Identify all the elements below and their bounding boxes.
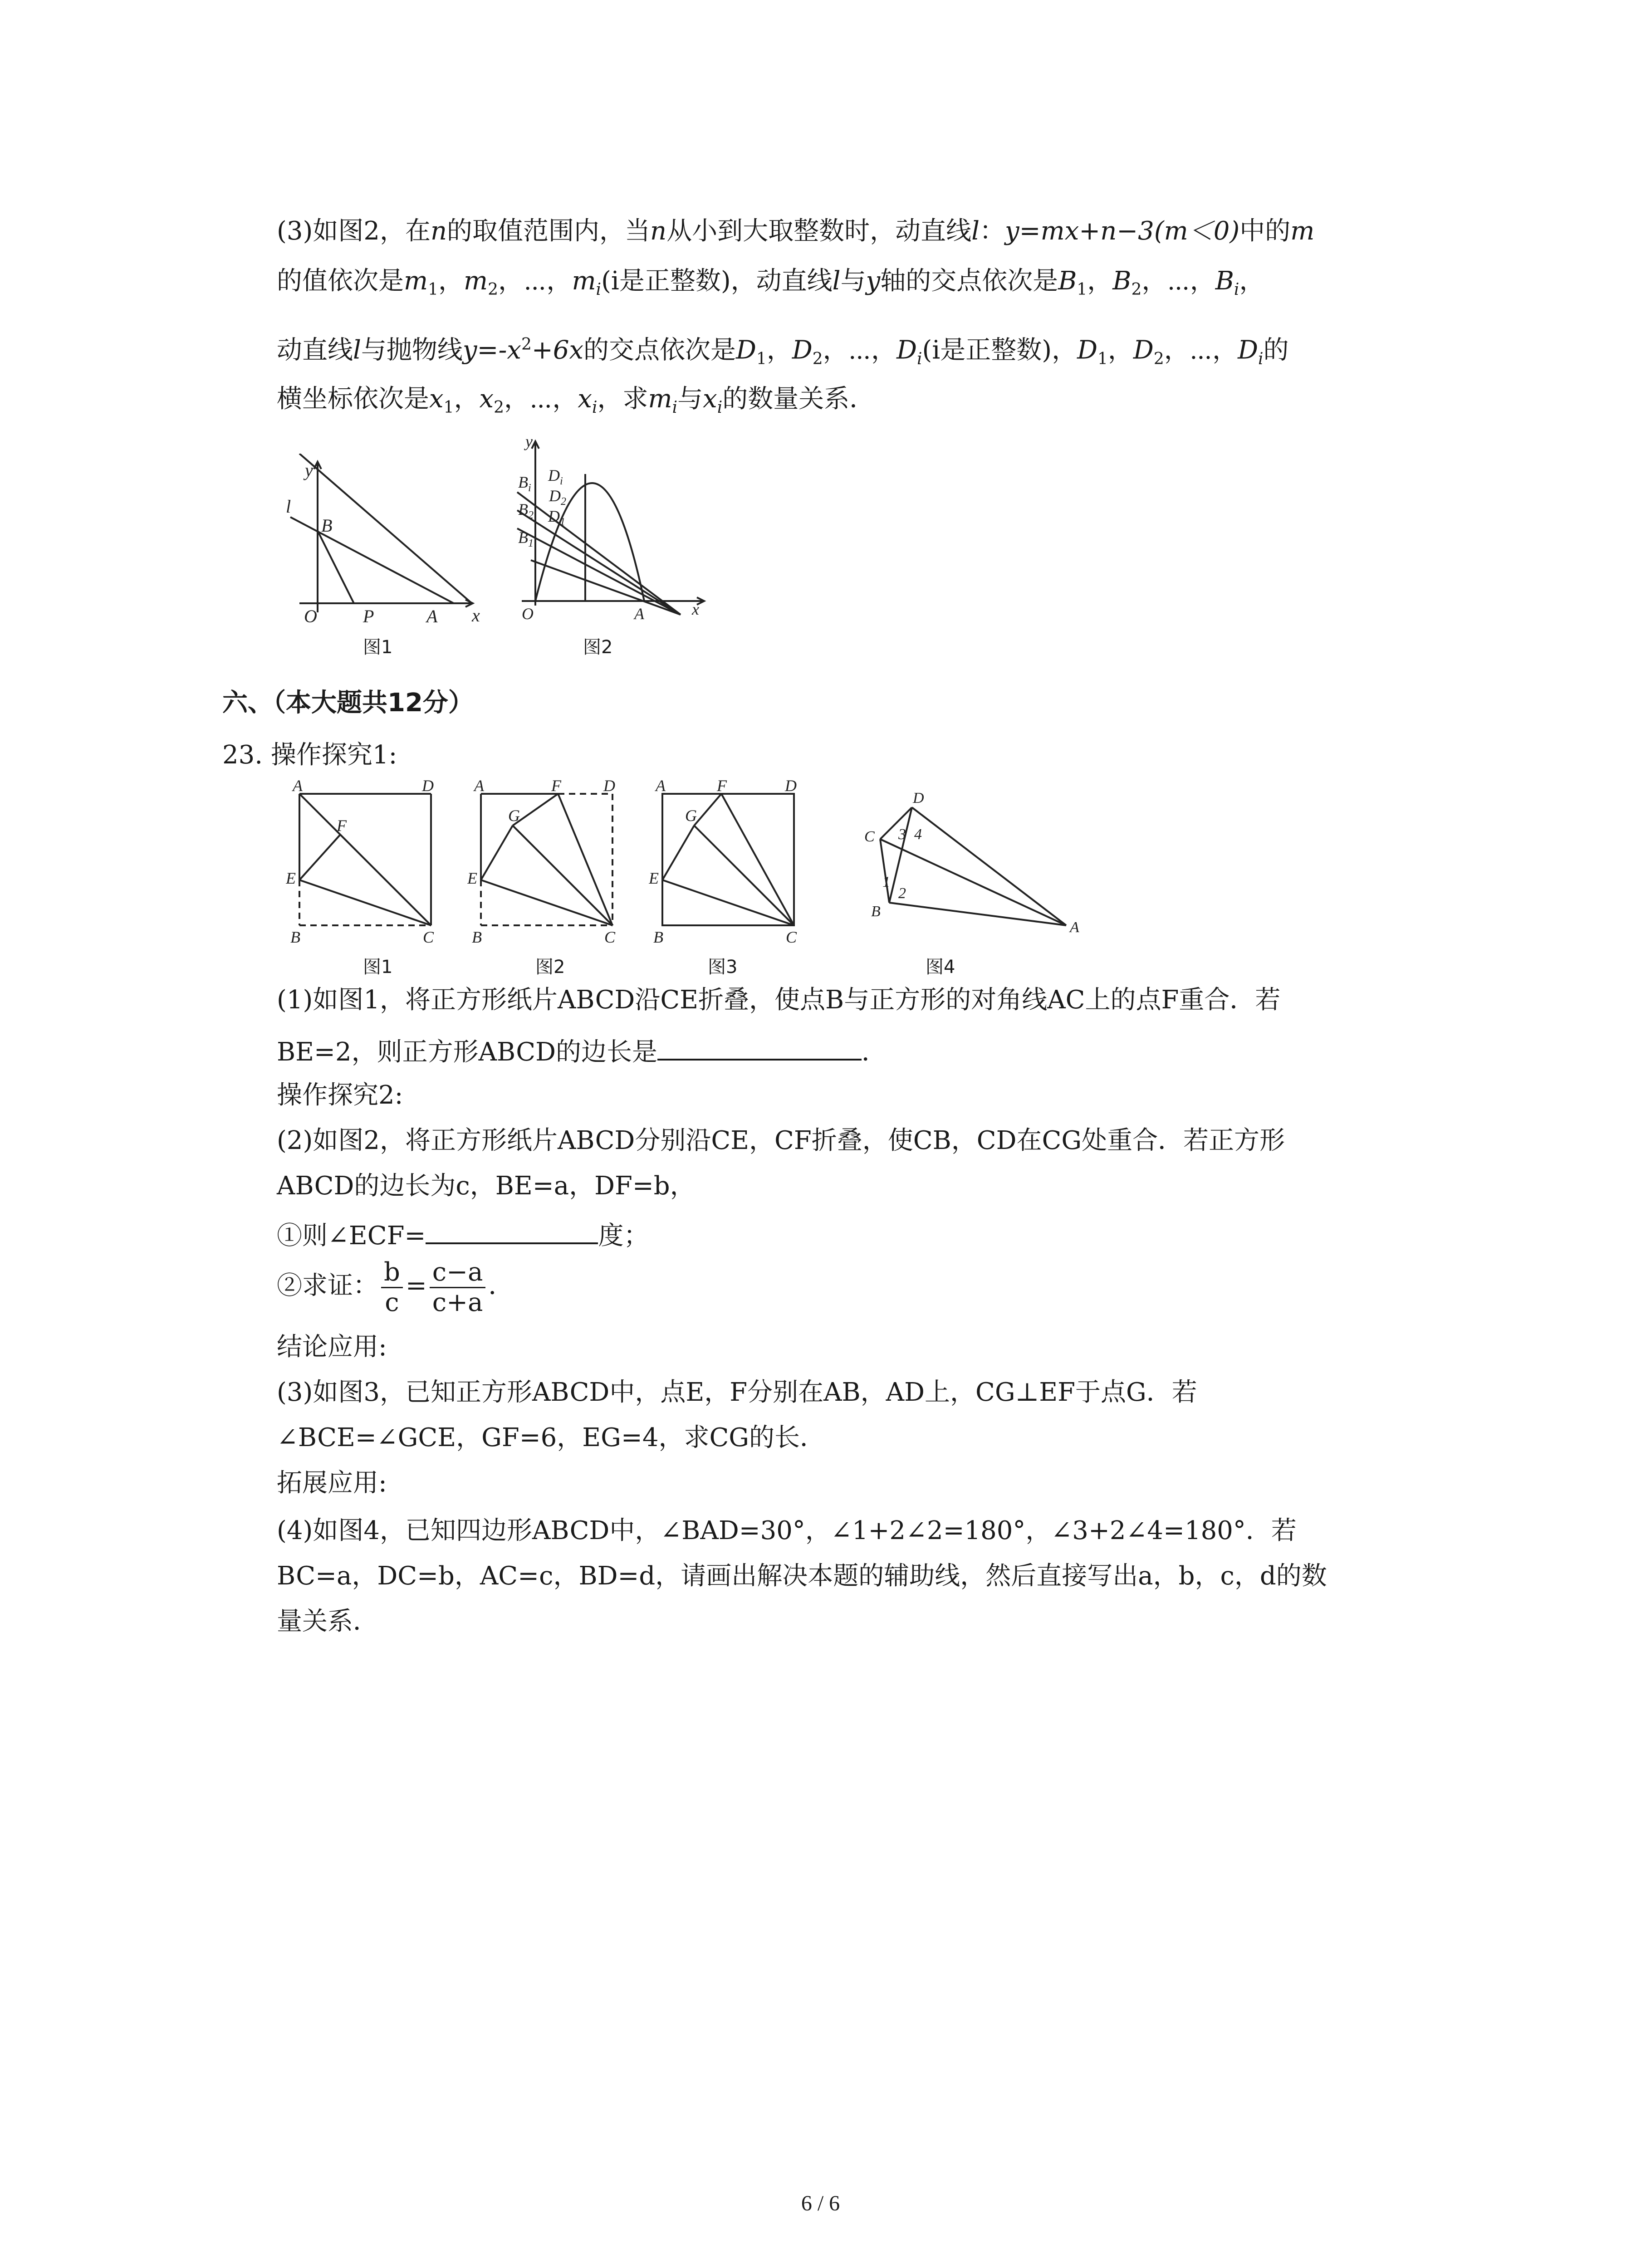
q23-p2-i	[277, 1213, 649, 1254]
q23-figure-2	[467, 780, 631, 943]
q22-figure-1	[272, 454, 490, 626]
equation: y=mx+n−3(m＜0)	[1005, 216, 1240, 246]
text: 的数量关系．	[722, 384, 875, 414]
q23-figure-1	[286, 780, 449, 943]
svg-text:D2: $D_2$	[549, 487, 566, 508]
svg-text:D: D	[913, 790, 924, 807]
var-y: y	[866, 266, 881, 296]
svg-text:C: C	[423, 928, 434, 943]
svg-text:B: B	[653, 928, 663, 943]
svg-text:C: C	[864, 828, 875, 845]
q23-explore2: 操作探究2:	[277, 1080, 403, 1110]
q23-p1-line2	[277, 1030, 887, 1070]
text: BE=2，则正方形ABCD的边长是	[277, 1037, 657, 1067]
svg-text:E: E	[467, 869, 477, 887]
svg-text:F: F	[717, 780, 727, 795]
svg-text:y: y	[305, 460, 313, 480]
svg-text:A: A	[656, 780, 666, 795]
text: 与抛物线	[361, 335, 463, 365]
svg-text:D: D	[422, 780, 434, 795]
svg-text:F: F	[551, 780, 561, 795]
svg-text:F: F	[337, 816, 347, 835]
q23-p4-line1: (4)如图4，已知四边形ABCD中，∠BAD=30°，∠1+2∠2=180°，∠3+2∠4=180°．若	[277, 1516, 1297, 1545]
q23-p3-line1: (3)如图3，已知正方形ABCD中，点E，F分别在AB，AD上，CG⊥EF于点G．若	[277, 1378, 1197, 1407]
svg-text:x: x	[472, 605, 480, 626]
q23-p4-line3: 量关系．	[277, 1607, 378, 1636]
q23-figure-3	[649, 780, 812, 943]
svg-text:G: G	[508, 807, 520, 825]
text: 中的	[1239, 216, 1291, 246]
line-l	[290, 517, 454, 603]
var-m: m	[1290, 216, 1315, 246]
svg-text:Di: $D_i$	[548, 466, 563, 487]
q22-line-1	[277, 213, 1314, 249]
text: 轴的交点依次是	[880, 266, 1058, 296]
text: ，求	[597, 384, 648, 414]
svg-text:D: D	[603, 780, 615, 795]
text: 的	[1263, 335, 1289, 365]
svg-text:B: B	[472, 928, 482, 943]
svg-text:x: x	[692, 600, 699, 618]
svg-text:E: E	[286, 869, 296, 887]
fig1-caption: 图1	[363, 637, 393, 658]
q23-extension: 拓展应用:	[277, 1468, 387, 1498]
svg-text:O: O	[304, 606, 317, 626]
q23-p2-line1: (2)如图2，将正方形纸片ABCD分别沿CE，CF折叠，使CB，CD在CG处重合．若正方形	[277, 1126, 1285, 1155]
svg-text:1: 1	[882, 874, 890, 890]
svg-text:B: B	[871, 903, 881, 920]
svg-text:C: C	[786, 928, 797, 943]
svg-text:4: 4	[914, 826, 922, 843]
q23-p1-line1: (1)如图1，将正方形纸片ABCD沿CE折叠，使点B与正方形的对角线AC上的点F重合．若	[277, 985, 1281, 1015]
q23-fig2-caption: 图2	[535, 957, 565, 978]
text: 与	[840, 266, 866, 296]
q22-figure-2	[513, 433, 712, 628]
svg-text:E: E	[649, 869, 659, 887]
svg-text:P: P	[363, 606, 374, 626]
text: ②求证：	[277, 1271, 378, 1300]
svg-text:Bi: $B_i$	[518, 473, 531, 494]
text: (i是正整数)，	[922, 335, 1078, 365]
q22-line-3: 动直线l与抛物线$y=-x^2+6x$的交点依次是$D_1$，$D_2$，⋯，$D_i(i$是正整数)，$D_1$，$D_2$，⋯，$D_i$的	[277, 335, 1289, 368]
text: 度；	[598, 1221, 649, 1251]
q23-p4-line2: BC=a，DC=b，AC=c，BD=d，请画出解决本题的辅助线，然后直接写出a，b，c，d的数	[277, 1561, 1327, 1591]
q23-figure-4	[853, 789, 1089, 943]
q23-p2-ii: ②求证： $\frac{b}{c}$ = $\frac{c-a}{c+a}$ ．	[277, 1257, 514, 1317]
svg-text:D1: $D_1$	[548, 507, 565, 528]
text: 的交点依次是	[583, 335, 736, 365]
var-l: l	[353, 335, 361, 365]
var-n: n	[430, 216, 447, 246]
svg-text:B1: $B_1$	[518, 528, 534, 549]
q22-line-4: 横坐标依次是$x_1$，$x_2$，⋯，$x_i$，求$m_i$与$x_i$的数量关系．	[277, 384, 875, 417]
text: ①则∠ECF=	[277, 1221, 426, 1251]
q23-fig3-caption: 图3	[708, 957, 738, 978]
svg-text:A: A	[293, 780, 303, 795]
text: (i是正整数)，动直线	[601, 266, 833, 296]
svg-text:B: B	[321, 515, 333, 536]
q23-title: 23. 操作探究1:	[222, 740, 397, 770]
text: 从小到大取整数时，动直线	[666, 216, 972, 246]
svg-text:2: 2	[898, 885, 906, 902]
answer-blank-2[interactable]	[426, 1213, 598, 1244]
fig2-caption: 图2	[583, 637, 613, 658]
q23-fig4-caption: 图4	[926, 957, 955, 978]
svg-text:3: 3	[898, 826, 906, 843]
text: 的取值范围内，当	[447, 216, 651, 246]
svg-text:B2: $B_2$	[518, 500, 534, 521]
q23-p2-line2: ABCD的边长为c，BE=a，DF=b，	[277, 1171, 696, 1201]
text: 的值依次是	[277, 266, 404, 296]
svg-text:O: O	[522, 605, 534, 623]
svg-text:y: y	[525, 433, 533, 450]
text: ：	[980, 216, 1005, 246]
equation: y=-x	[462, 335, 521, 365]
text: ．	[861, 1037, 887, 1067]
text: (3)如图2，在	[277, 216, 431, 246]
fraction-c-minus-a: $\frac{c-a}{c+a}$	[430, 1258, 486, 1317]
answer-blank-1[interactable]	[657, 1030, 862, 1061]
text: 动直线	[277, 335, 353, 365]
q23-fig1-caption: 图1	[363, 957, 393, 978]
var-l: l	[832, 266, 841, 296]
var-n: n	[650, 216, 667, 246]
svg-text:A: A	[1070, 919, 1079, 936]
svg-text:l: l	[286, 496, 291, 517]
svg-text:C: C	[604, 928, 616, 943]
svg-text:A: A	[474, 780, 484, 795]
text: 与	[677, 384, 703, 414]
text: 横坐标依次是	[277, 384, 429, 414]
q23-p3-line2: ∠BCE=∠GCE，GF=6，EG=4，求CG的长．	[277, 1423, 826, 1452]
svg-text:B: B	[290, 928, 300, 943]
svg-text:A: A	[634, 605, 644, 623]
var-l: l	[971, 216, 980, 246]
svg-text:A: A	[426, 606, 438, 626]
equation: +6x	[531, 335, 584, 365]
fraction-b-over-c: $\frac{b}{c}$	[381, 1258, 403, 1317]
q23-conclusion: 结论应用:	[277, 1332, 387, 1362]
svg-text:G: G	[685, 807, 697, 825]
q22-line-2: 的值依次是$m_1$，$m_2$，⋯，$m_i(i$是正整数)，动直线l与y轴的交点依次是$B_1$，$B_2$，⋯，$B_i$，	[277, 266, 1265, 299]
section-title: 六、（本大题共12分）	[222, 688, 474, 718]
line-1	[517, 492, 681, 615]
page-number: 6 / 6	[801, 2191, 840, 2215]
svg-text:D: D	[785, 780, 797, 795]
